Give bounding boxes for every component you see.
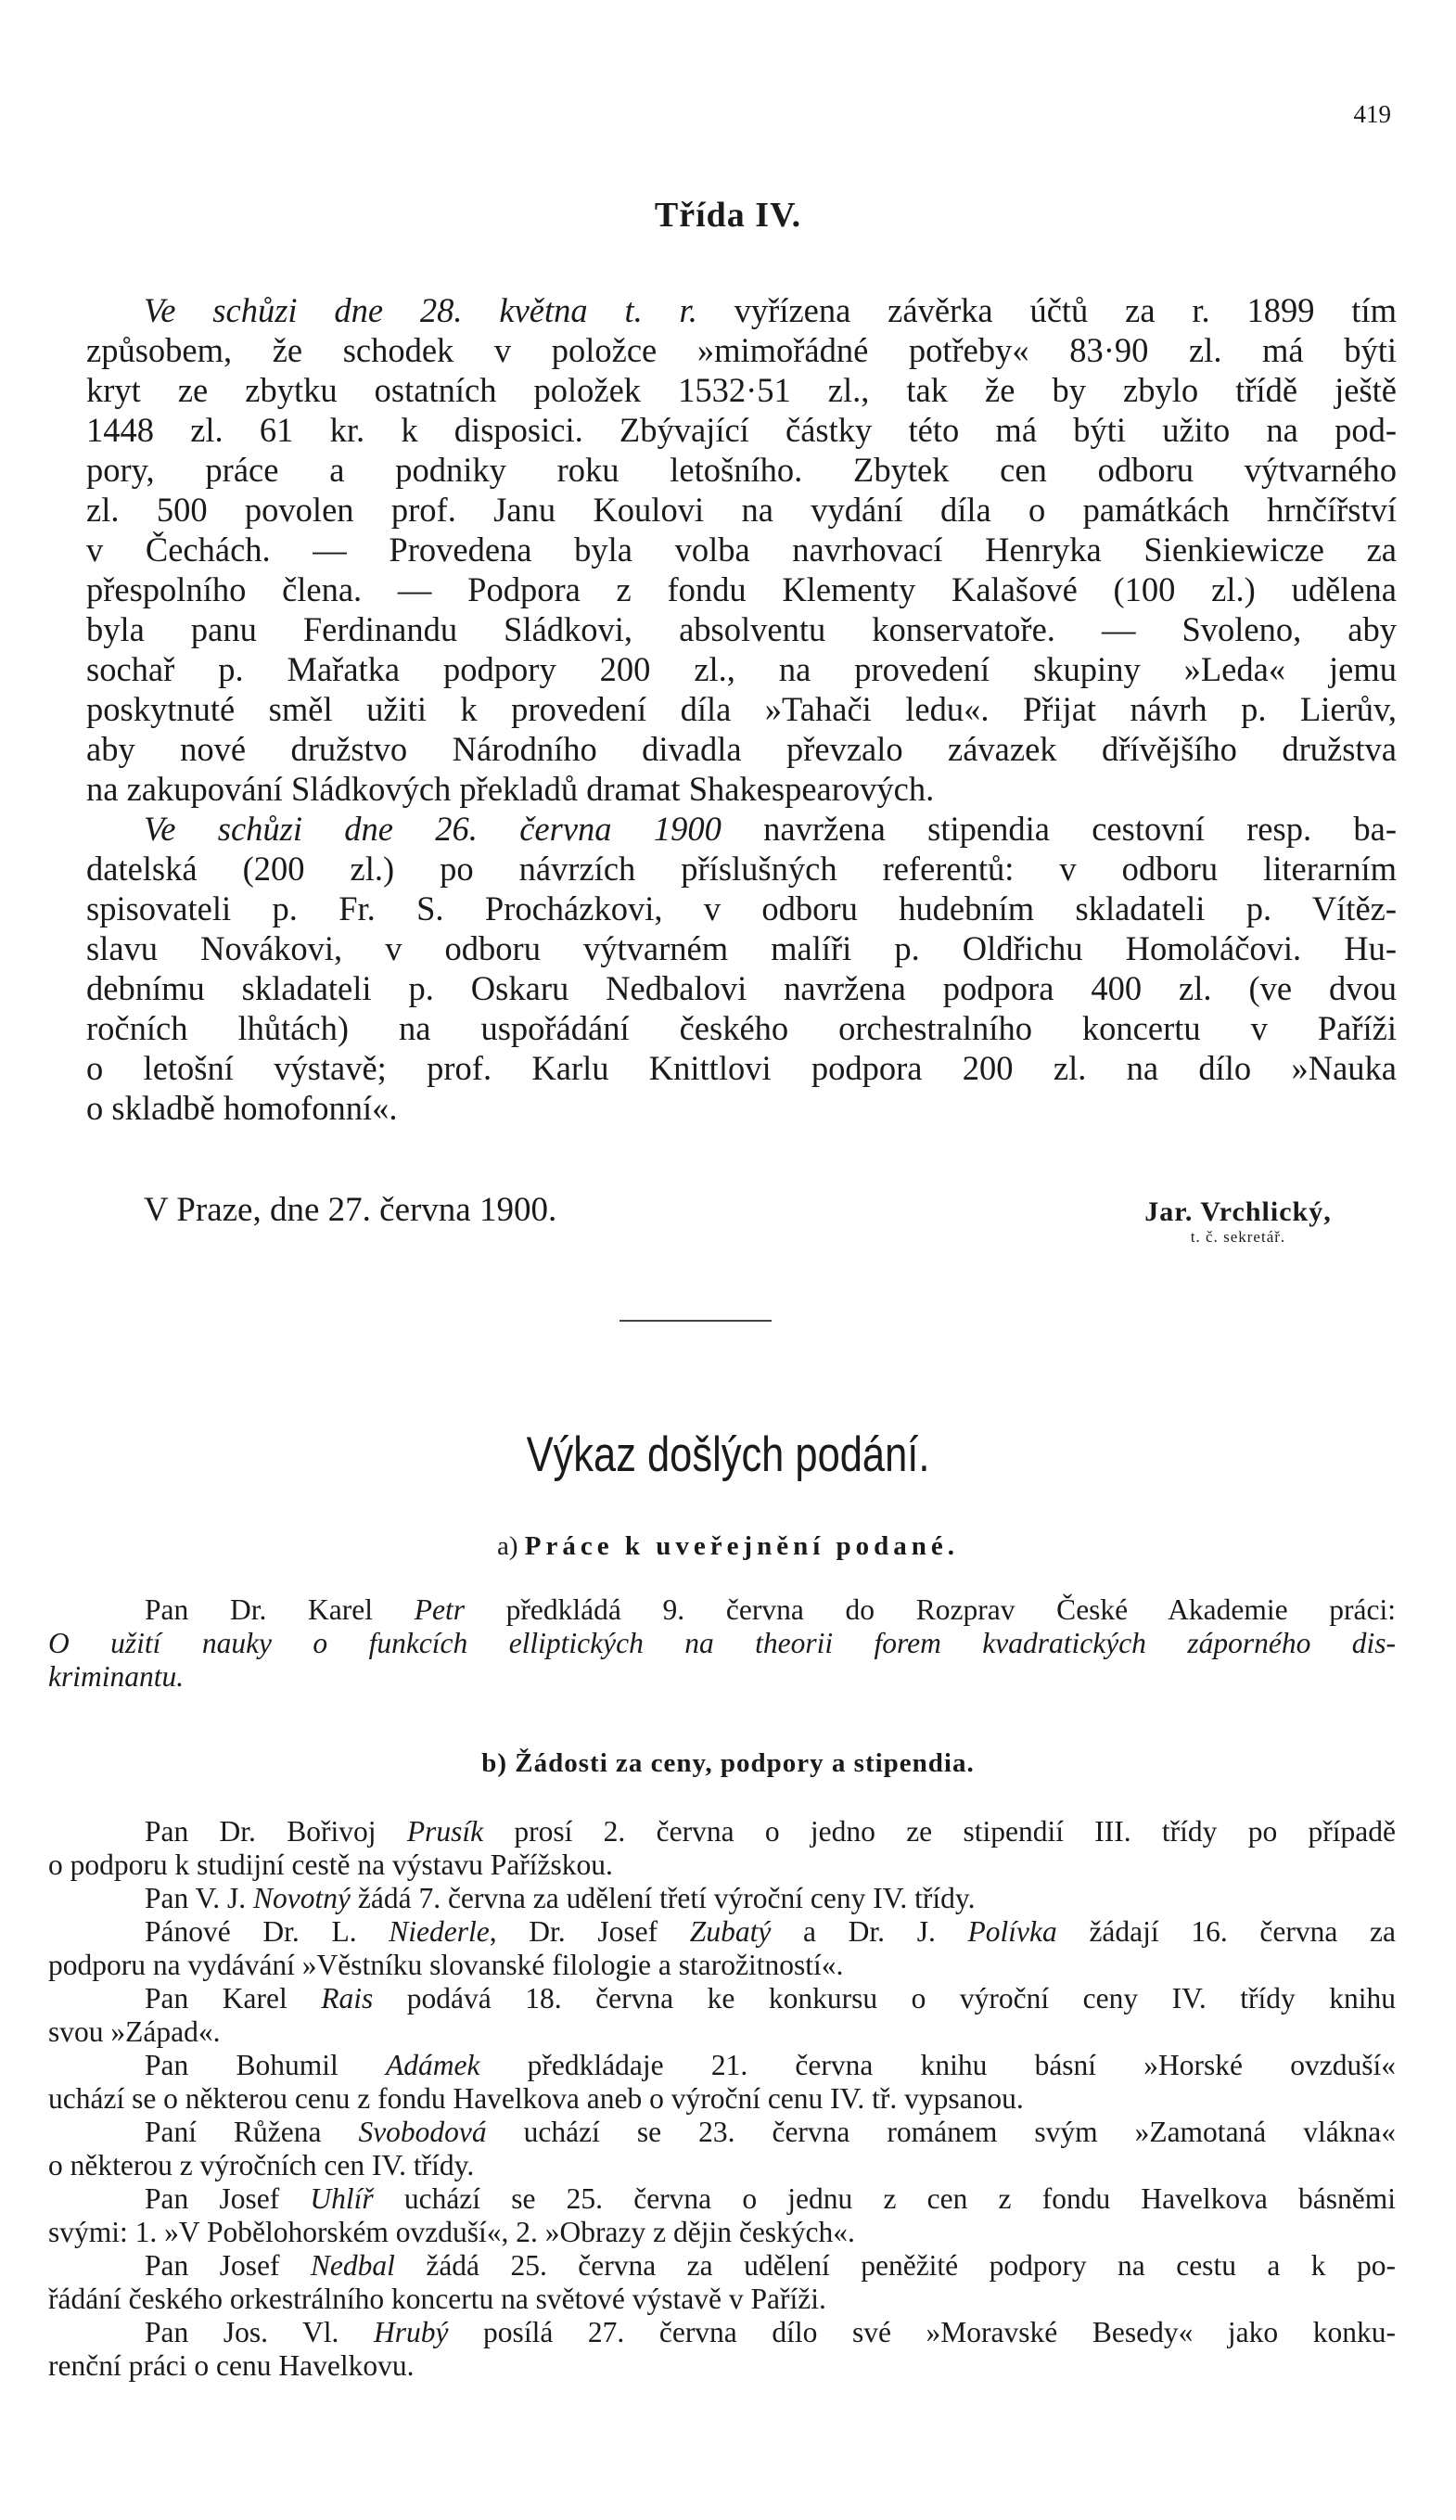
- text-line: poskytnuté směl užiti k provedení díla »Tahači ledu«. Přijat návrh p. Lierův,: [86, 690, 1397, 728]
- text-line: Pan Karel Rais podává 18. června ke konkursu o výroční ceny IV. třídy knihu: [145, 1982, 1396, 2015]
- text-line: renční práci o cenu Havelkovu.: [48, 2349, 415, 2382]
- signature-role: t. č. sekretář.: [1190, 1228, 1286, 1246]
- text-line: ročních lhůtách) na uspořádání českého orchestralního koncertu v Paříži: [86, 1009, 1397, 1047]
- text-line: uchází se o některou cenu z fondu Havelkova aneb o výroční cenu IV. tř. vypsanou.: [48, 2082, 1024, 2115]
- section-b-paragraph: [48, 1815, 1396, 2383]
- report-title: Výkaz došlých podání.: [526, 1427, 930, 1482]
- text-line: aby nové družstvo Národního divadla převzalo závazek dřívějšího družstva: [86, 730, 1397, 768]
- text-line: o letošní výstavě; prof. Karlu Knittlovi podpora 200 zl. na dílo »Nauka: [86, 1049, 1397, 1087]
- divider: [619, 1320, 772, 1322]
- section-a-title: Práce k uveřejnění podané.: [524, 1531, 960, 1561]
- text-line: slavu Novákovi, v odboru výtvarném malíři p. Oldřichu Homoláčovi. Hu-: [86, 929, 1397, 967]
- text-line: na zakupování Sládkových překladů dramat Shakespearových.: [86, 770, 935, 808]
- section-a-label: a): [496, 1531, 518, 1561]
- text-line: spisovateli p. Fr. S. Procházkovi, v odboru hudebním skladateli p. Vítěz-: [86, 889, 1397, 927]
- place-date: V Praze, dne 27. června 1900.: [144, 1191, 557, 1229]
- text-line: Pan Josef Uhlíř uchází se 25. června o jednu z cen z fondu Havelkova básněmi: [145, 2182, 1396, 2215]
- text-line: sochař p. Mařatka podpory 200 zl., na provedení skupiny »Leda« jemu: [86, 650, 1397, 688]
- signature: [1113, 1196, 1363, 1247]
- text-line: O užití nauky o funkcích elliptických na theorii forem kvadratických záporného dis-: [48, 1627, 1396, 1659]
- text-line: Paní Růžena Svobodová uchází se 23. června románem svým »Zamotaná vlákna«: [145, 2116, 1396, 2148]
- text-line: Pan Bohumil Adámek předkládaje 21. června knihu básní »Horské ovzduší«: [145, 2049, 1396, 2081]
- text-line: byla panu Ferdinandu Sládkovi, absolventu konservatoře. — Svoleno, aby: [86, 610, 1397, 648]
- text-line: kryt ze zbytku ostatních položek 1532·51 zl., tak že by zbylo třídě ještě: [86, 371, 1397, 409]
- text-line: o některou z výročních cen IV. třídy.: [48, 2149, 475, 2181]
- text-line: řádání českého orkestrálního koncertu na světové výstavě v Paříži.: [48, 2283, 826, 2315]
- text-line: Pan Dr. Bořivoj Prusík prosí 2. června o jedno ze stipendií III. třídy po případě: [145, 1815, 1396, 1848]
- text-line: přespolního člena. — Podpora z fondu Klementy Kalašové (100 zl.) udělena: [86, 570, 1397, 608]
- text-line: Ve schůzi dne 26. června 1900 navržena stipendia cestovní resp. ba-: [144, 810, 1397, 848]
- signature-name: Jar. Vrchlický,: [1144, 1196, 1332, 1227]
- text-line: zl. 500 povolen prof. Janu Koulovi na vydání díla o památkách hrnčířství: [86, 491, 1397, 529]
- text-line: Pan Jos. Vl. Hrubý posílá 27. června dílo své »Moravské Besedy« jako konku-: [145, 2316, 1396, 2348]
- text-line: podporu na vydávání »Věstníku slovanské filologie a starožitností«.: [48, 1949, 844, 1981]
- text-line: způsobem, že schodek v položce »mimořádné potřeby« 83·90 zl. má býti: [86, 331, 1397, 369]
- text-line: datelská (200 zl.) po návrzích příslušných referentů: v odboru literarním: [86, 850, 1397, 888]
- text-line: o skladbě homofonní«.: [86, 1089, 398, 1127]
- page-number: 419: [1353, 100, 1391, 128]
- text-line: Pan V. J. Novotný žádá 7. června za udělení třetí výroční ceny IV. třídy.: [145, 1882, 976, 1914]
- section-b-heading: b) Žádosti za ceny, podpory a stipendia.: [481, 1748, 975, 1778]
- section-title: Třída IV.: [654, 196, 802, 235]
- section-a-paragraph: [48, 1593, 1396, 1694]
- session-minutes-paragraph: [86, 290, 1397, 1128]
- text-line: 1448 zl. 61 kr. k disposici. Zbývající částky této má býti užito na pod-: [86, 411, 1397, 449]
- section-a-heading: [0, 1531, 1456, 1562]
- text-line: o podporu k studijní cestě na výstavu Pařížskou.: [48, 1848, 613, 1881]
- text-line: svou »Západ«.: [48, 2015, 221, 2048]
- text-line: Pan Dr. Karel Petr předkládá 9. června do Rozprav České Akademie práci:: [145, 1593, 1396, 1626]
- text-line: svými: 1. »V Pobělohorském ovzduší«, 2. »Obrazy z dějin českých«.: [48, 2216, 855, 2248]
- text-line: pory, práce a podniky roku letošního. Zbytek cen odboru výtvarného: [86, 451, 1397, 489]
- text-line: Pánové Dr. L. Niederle, Dr. Josef Zubatý a Dr. J. Polívka žádají 16. června za: [145, 1915, 1396, 1948]
- text-line: Ve schůzi dne 28. května t. r. vyřízena závěrka účtů za r. 1899 tím: [144, 291, 1397, 329]
- text-line: kriminantu.: [48, 1660, 185, 1693]
- text-line: debnímu skladateli p. Oskaru Nedbalovi navržena podpora 400 zl. (ve dvou: [86, 969, 1397, 1007]
- text-line: v Čechách. — Provedena byla volba navrhovací Henryka Sienkiewicze za: [86, 531, 1397, 569]
- text-line: Pan Josef Nedbal žádá 25. června za udělení peněžité podpory na cestu a k po-: [145, 2249, 1396, 2282]
